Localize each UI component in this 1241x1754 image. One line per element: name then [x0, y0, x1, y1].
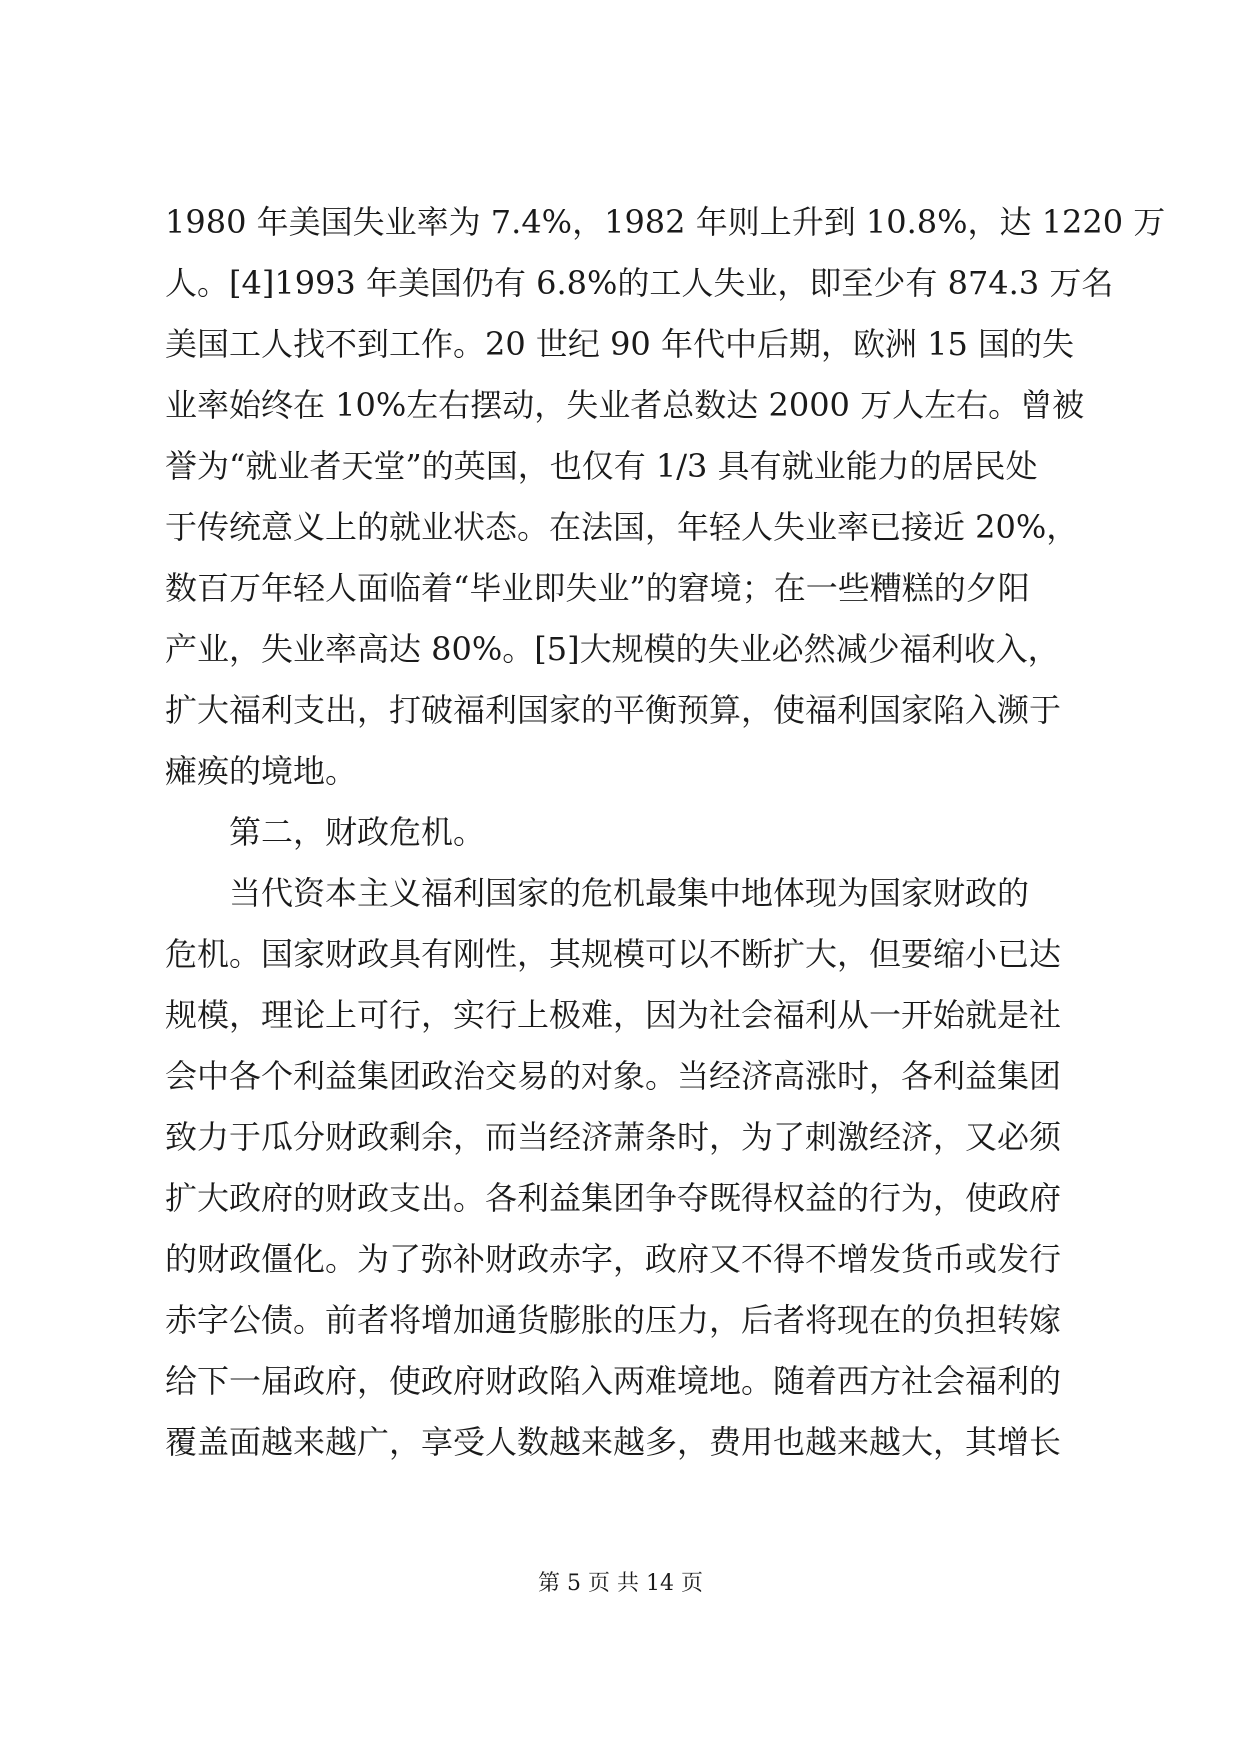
page-footer: 第 5 页 共 14 页 [538, 1571, 703, 1596]
text-line: 美国工人找不到工作。20 世纪 90 年代中后期，欧洲 15 国的失 [165, 325, 1075, 363]
text-line: 致力于瓜分财政剩余，而当经济萧条时，为了刺激经济，又必须 [165, 1118, 1062, 1156]
text-line: 产业，失业率高达 80%。[5]大规模的失业必然减少福利收入， [165, 630, 1060, 668]
text-line: 当代资本主义福利国家的危机最集中地体现为国家财政的 [165, 874, 1030, 912]
text-line: 的财政僵化。为了弥补财政赤字，政府又不得不增发货币或发行 [165, 1240, 1062, 1278]
text-line: 于传统意义上的就业状态。在法国，年轻人失业率已接近 20%， [165, 508, 1079, 546]
text-line: 会中各个利益集团政治交易的对象。当经济高涨时，各利益集团 [165, 1057, 1062, 1095]
text-line: 数百万年轻人面临着“毕业即失业”的窘境；在一些糟糕的夕阳 [165, 569, 1030, 607]
section-heading: 第二，财政危机。 [165, 813, 486, 851]
text-line: 扩大政府的财政支出。各利益集团争夺既得权益的行为，使政府 [165, 1179, 1062, 1217]
text-line: 誉为“就业者天堂”的英国，也仅有 1/3 具有就业能力的居民处 [165, 447, 1038, 485]
text-line: 业率始终在 10%左右摆动，失业者总数达 2000 万人左右。曾被 [165, 386, 1085, 424]
text-line: 给下一届政府，使政府财政陷入两难境地。随着西方社会福利的 [165, 1362, 1062, 1400]
text-line: 覆盖面越来越广，享受人数越来越多，费用也越来越大，其增长 [165, 1423, 1062, 1461]
text-line: 扩大福利支出，打破福利国家的平衡预算，使福利国家陷入濒于 [165, 691, 1062, 729]
text-line: 赤字公债。前者将增加通货膨胀的压力，后者将现在的负担转嫁 [165, 1301, 1062, 1339]
text-line: 瘫痪的境地。 [165, 752, 358, 790]
text-line: 规模，理论上可行，实行上极难，因为社会福利从一开始就是社 [165, 996, 1062, 1034]
text-line: 1980 年美国失业率为 7.4%，1982 年则上升到 10.8%，达 1220 万 [165, 203, 1166, 241]
text-line: 人。[4]1993 年美国仍有 6.8%的工人失业，即至少有 874.3 万名 [165, 264, 1114, 302]
text-line: 危机。国家财政具有刚性，其规模可以不断扩大，但要缩小已达 [165, 935, 1062, 973]
